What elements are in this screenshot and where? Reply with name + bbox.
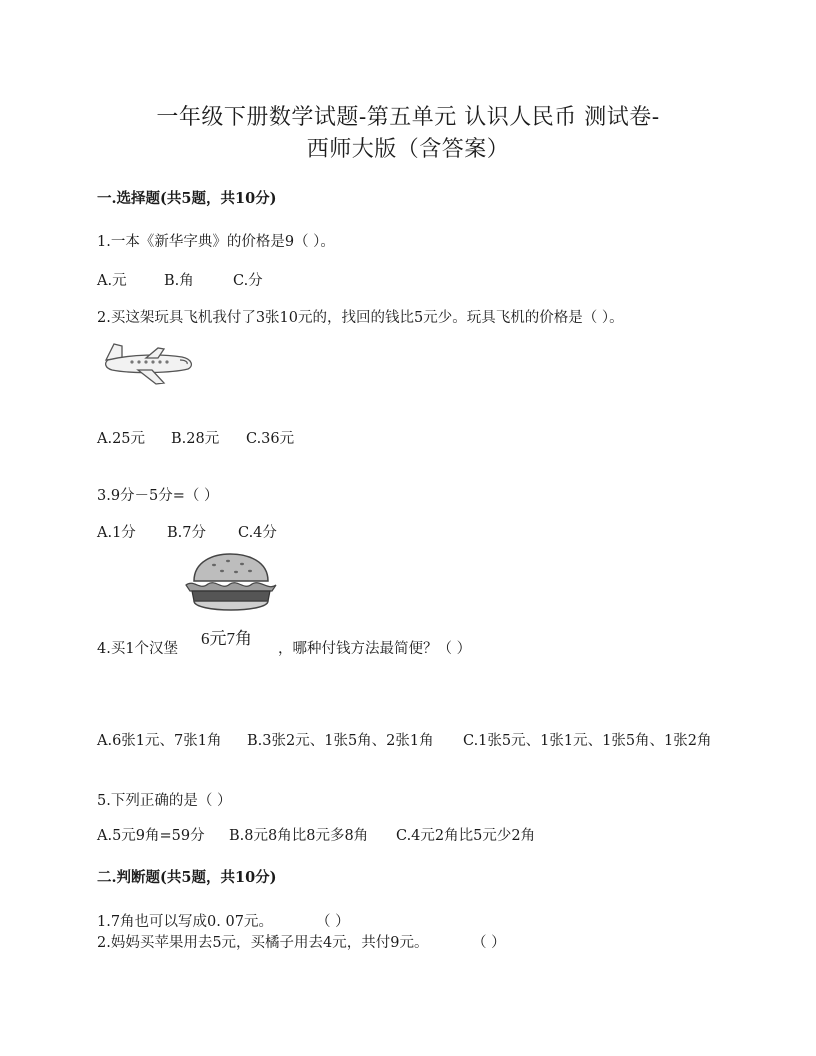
title-line-1: 一年级下册数学试题-第五单元 认识人民币 测试卷- — [156, 105, 660, 130]
q5-option-a: A.5元9角=59分 — [97, 828, 205, 844]
q1-option-a: A.元 — [97, 273, 127, 289]
hamburger-icon — [184, 551, 278, 621]
toy-airplane-icon — [102, 340, 196, 386]
q2-option-a: A.25元 — [97, 431, 146, 447]
q1-option-b: B.角 — [164, 273, 194, 289]
question-2: 2.买这架玩具飞机我付了3张10元的，找回的钱比5元少。玩具飞机的价格是（ ）。 — [97, 310, 624, 326]
q5-option-b: B.8元8角比8元多8角 — [229, 828, 369, 844]
q3-option-c: C.4分 — [238, 525, 277, 541]
question-4-after: ，哪种付钱方法最简便？（ ） — [278, 641, 472, 657]
question-1: 1.一本《新华字典》的价格是9（ ）。 — [97, 234, 335, 250]
q3-option-a: A.1分 — [97, 525, 136, 541]
section-choice-heading: 一.选择题(共5题，共10分) — [97, 190, 277, 207]
section-judgement-heading: 二.判断题(共5题，共10分) — [97, 869, 277, 886]
q4-option-c: C.1张5元、1张1元、1张5角、1张2角 — [463, 733, 712, 749]
question-3: 3.9分－5分=（ ） — [97, 488, 219, 504]
q1-option-c: C.分 — [233, 273, 263, 289]
question-5: 5.下列正确的是（ ） — [97, 793, 232, 809]
q5-option-c: C.4元2角比5元少2角 — [396, 828, 536, 844]
judgement-1-blank: （ ） — [316, 914, 350, 930]
question-4-before: 4.买1个汉堡 — [97, 641, 179, 657]
judgement-2-blank: （ ） — [472, 935, 506, 951]
title-line-2: 西师大版（含答案） — [306, 137, 510, 162]
q4-option-a: A.6张1元、7张1角 — [97, 733, 222, 749]
q3-option-b: B.7分 — [167, 525, 206, 541]
q2-option-c: C.36元 — [246, 431, 295, 447]
q4-option-b: B.3张2元、1张5角、2张1角 — [247, 733, 434, 749]
hamburger-price-label: 6元7角 — [201, 629, 252, 648]
judgement-1: 1.7角也可以写成0. 07元。 — [97, 914, 273, 930]
q2-option-b: B.28元 — [171, 431, 220, 447]
judgement-2: 2.妈妈买苹果用去5元，买橘子用去4元，共付9元。 — [97, 935, 429, 951]
